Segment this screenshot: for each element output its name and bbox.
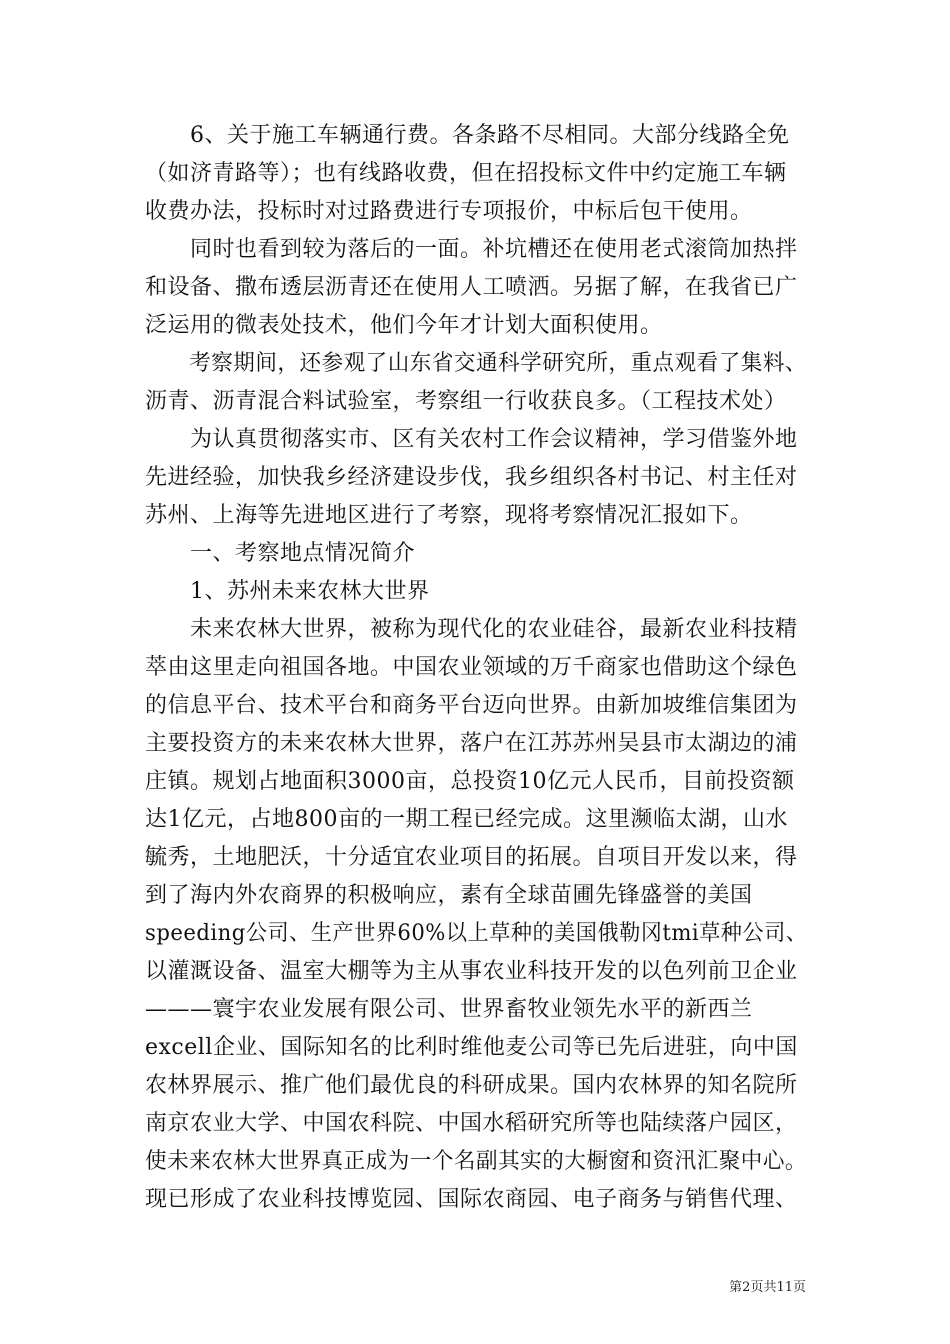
text-line: 庄镇。规划占地面积3000亩，总投资10亿元人民币，目前投资额: [145, 769, 795, 794]
text-line: 为认真贯彻落实市、区有关农村工作会议精神，学习借鉴外地: [145, 427, 798, 452]
text-line: 现已形成了农业科技博览园、国际农商园、电子商务与销售代理、: [145, 1187, 798, 1212]
text-line: 萃由这里走向祖国各地。中国农业领域的万千商家也借助这个绿色: [145, 655, 798, 680]
text-line: 到了海内外农商界的积极响应，素有全球苗圃先锋盛誉的美国: [145, 883, 753, 908]
text-line: 收费办法，投标时对过路费进行专项报价，中标后包干使用。: [145, 199, 753, 224]
text-line: 苏州、上海等先进地区进行了考察，现将考察情况汇报如下。: [145, 503, 753, 528]
text-line: ———寰宇农业发展有限公司、世界畜牧业领先水平的新西兰: [145, 997, 753, 1022]
text-line: speeding公司、生产世界60%以上草种的美国俄勒冈tmi草种公司、: [145, 921, 808, 946]
text-line: 毓秀，土地肥沃，十分适宜农业项目的拓展。自项目开发以来，得: [145, 845, 798, 870]
text-line: 和设备、撒布透层沥青还在使用人工喷洒。另据了解，在我省已广: [145, 275, 798, 300]
page-number: 第2页共11页: [729, 1280, 806, 1295]
text-line: 同时也看到较为落后的一面。补坑槽还在使用老式滚筒加热拌: [145, 237, 798, 262]
text-line: 考察期间，还参观了山东省交通科学研究所，重点观看了集料、: [145, 351, 808, 376]
text-line: 未来农林大世界，被称为现代化的农业硅谷，最新农业科技精: [145, 617, 798, 642]
text-line: 6、关于施工车辆通行费。各条路不尽相同。大部分线路全免: [145, 123, 790, 148]
text-line: 主要投资方的未来农林大世界，落户在江苏苏州吴县市太湖边的浦: [145, 731, 798, 756]
text-line: 达1亿元，占地800亩的一期工程已经完成。这里濒临太湖，山水: [145, 807, 788, 832]
text-line: 使未来农林大世界真正成为一个名副其实的大橱窗和资汛汇聚中心。: [145, 1149, 808, 1174]
text-line: 的信息平台、技术平台和商务平台迈向世界。由新加坡维信集团为: [145, 693, 798, 718]
text-line: 泛运用的微表处技术，他们今年才计划大面积使用。: [145, 313, 663, 338]
text-line: 农林界展示、推广他们最优良的科研成果。国内农林界的知名院所: [145, 1073, 798, 1098]
text-line: （如济青路等）；也有线路收费，但在招投标文件中约定施工车辆: [145, 161, 787, 186]
text-line: 先进经验，加快我乡经济建设步伐，我乡组织各村书记、村主任对: [145, 465, 798, 490]
text-line: 南京农业大学、中国农科院、中国水稻研究所等也陆续落户园区，: [145, 1111, 798, 1136]
text-line: 以灌溉设备、温室大棚等为主从事农业科技开发的以色列前卫企业: [145, 959, 798, 984]
page-footer: [0, 1276, 950, 1295]
text-line: excell企业、国际知名的比利时维他麦公司等已先后进驻，向中国: [145, 1035, 798, 1060]
section-heading: 一、考察地点情况简介: [145, 541, 416, 566]
subsection-heading: 1、苏州未来农林大世界: [145, 579, 430, 604]
text-line: 沥青、沥青混合料试验室，考察组一行收获良多。（工程技术处）: [145, 389, 787, 414]
